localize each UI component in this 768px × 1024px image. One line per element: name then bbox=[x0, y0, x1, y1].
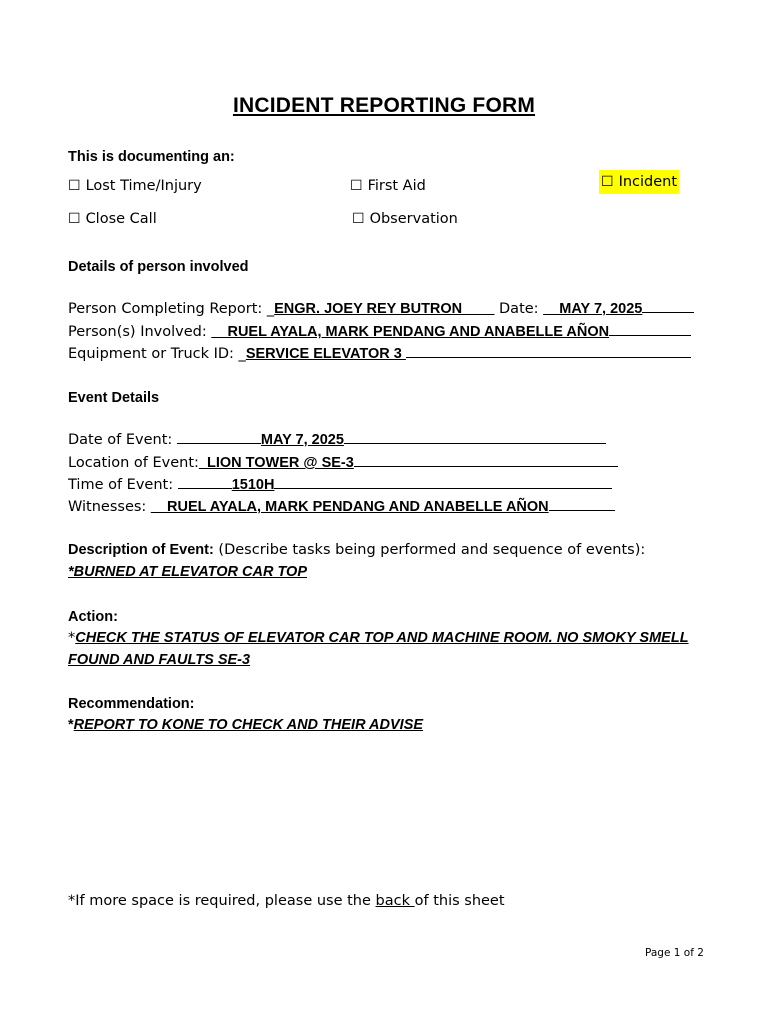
event-date-label: Date of Event: bbox=[68, 432, 177, 448]
option-incident[interactable] bbox=[599, 174, 679, 190]
action-prefix: * bbox=[68, 630, 76, 646]
option-observation-label: Observation bbox=[369, 211, 458, 227]
completing-label: Person Completing Report: _ bbox=[68, 301, 275, 317]
incident-highlight bbox=[599, 170, 679, 194]
fill-line bbox=[344, 442, 606, 444]
equipment-value[interactable]: SERVICE ELEVATOR 3 bbox=[245, 346, 406, 362]
checkbox-icon[interactable]: ☐ bbox=[350, 178, 363, 194]
option-lost-time[interactable] bbox=[68, 178, 202, 194]
action-label: Action: bbox=[68, 609, 118, 625]
note-text-after: of this sheet bbox=[414, 893, 505, 909]
fill-line bbox=[274, 487, 612, 489]
recommendation-label: Recommendation: bbox=[68, 696, 195, 712]
recommendation-prefix: * bbox=[68, 717, 74, 733]
checkbox-icon[interactable]: ☐ bbox=[68, 211, 81, 227]
action-value-line2[interactable]: FOUND AND FAULTS SE-3 bbox=[68, 652, 251, 668]
event-location-row bbox=[68, 455, 618, 471]
fill-line bbox=[406, 356, 691, 358]
action-line-1[interactable] bbox=[68, 630, 689, 646]
note-back-link[interactable]: back bbox=[375, 893, 415, 909]
event-date-row bbox=[68, 432, 606, 448]
completing-row bbox=[68, 301, 694, 317]
date-label: Date: bbox=[494, 301, 544, 317]
equipment-label: Equipment or Truck ID: _ bbox=[68, 346, 246, 362]
involved-row bbox=[68, 324, 691, 340]
completing-value[interactable]: ENGR. JOEY REY BUTRON____ bbox=[274, 301, 495, 317]
option-close-call-label: Close Call bbox=[85, 211, 157, 227]
fill-line bbox=[549, 509, 615, 511]
involved-label: Person(s) Involved: bbox=[68, 324, 212, 340]
space-note bbox=[68, 893, 505, 909]
form-title: INCIDENT REPORTING FORM bbox=[232, 94, 536, 117]
person-section-heading: Details of person involved bbox=[68, 259, 249, 275]
description-hint: (Describe tasks being performed and sequence of events): bbox=[213, 542, 646, 558]
equipment-row bbox=[68, 346, 691, 362]
page-number: Page 1 of 2 bbox=[645, 947, 704, 959]
description-row bbox=[68, 542, 645, 558]
fill-line bbox=[354, 465, 618, 467]
fill-line bbox=[178, 487, 232, 489]
option-close-call[interactable] bbox=[68, 211, 157, 227]
fill-line bbox=[642, 311, 694, 313]
event-time-label: Time of Event: bbox=[68, 477, 178, 493]
recommendation-row[interactable] bbox=[68, 717, 423, 733]
option-incident-label: Incident bbox=[618, 174, 678, 190]
event-time-value[interactable]: 1510H bbox=[231, 477, 275, 493]
description-label: Description of Event: bbox=[68, 542, 214, 558]
note-text-before: *If more space is required, please use the bbox=[68, 893, 376, 909]
option-observation[interactable] bbox=[352, 211, 458, 227]
event-section-heading: Event Details bbox=[68, 390, 160, 406]
fill-line bbox=[177, 442, 261, 444]
option-lost-time-label: Lost Time/Injury bbox=[85, 178, 202, 194]
event-time-row bbox=[68, 477, 612, 493]
event-location-label: Location of Event: bbox=[68, 455, 199, 471]
date-value[interactable]: __MAY 7, 2025 bbox=[543, 301, 643, 317]
event-date-value[interactable]: MAY 7, 2025 bbox=[260, 432, 344, 448]
description-value[interactable]: *BURNED AT ELEVATOR CAR TOP bbox=[68, 564, 307, 580]
option-first-aid-label: First Aid bbox=[367, 178, 426, 194]
checkbox-icon[interactable]: ☐ bbox=[68, 178, 81, 194]
fill-line bbox=[609, 334, 691, 336]
recommendation-value[interactable]: REPORT TO KONE TO CHECK AND THEIR ADVISE bbox=[73, 717, 424, 733]
event-location-value[interactable]: _LION TOWER @ SE-3 bbox=[198, 455, 354, 471]
documenting-label: This is documenting an: bbox=[68, 149, 235, 165]
checkbox-icon[interactable]: ☐ bbox=[601, 174, 614, 190]
involved-value[interactable]: __RUEL AYALA, MARK PENDANG AND ANABELLE AÑON bbox=[211, 324, 610, 340]
checkbox-icon[interactable]: ☐ bbox=[352, 211, 365, 227]
action-value-line1[interactable]: CHECK THE STATUS OF ELEVATOR CAR TOP AND MACHINE ROOM. NO SMOKY SMELL bbox=[75, 630, 689, 646]
option-first-aid[interactable] bbox=[350, 178, 426, 194]
witnesses-value[interactable]: __RUEL AYALA, MARK PENDANG AND ANABELLE AÑON bbox=[150, 499, 549, 515]
witnesses-row bbox=[68, 499, 615, 515]
witnesses-label: Witnesses: bbox=[68, 499, 151, 515]
